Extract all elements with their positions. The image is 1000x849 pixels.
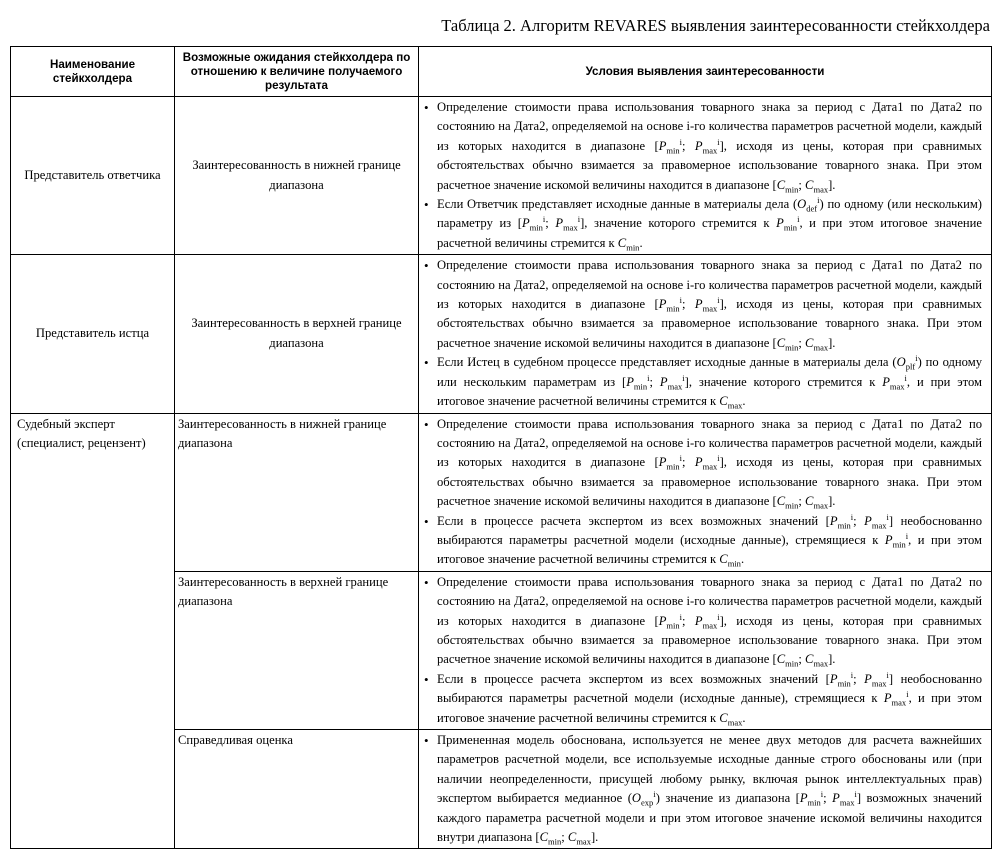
conditions-cell bbox=[419, 571, 992, 729]
header-stakeholder: Наименование стейкхолдера bbox=[11, 47, 175, 97]
condition-item: • Определение стоимости права использования товарного знака за период с Дата1 по Дата2 по состоянию на Дата2, определяемой на основе i-го количества параметров расчетной модели, каждый из которых находится в диапазоне [$P_{min}^i$; $P_{max}^i$], исходя из цены, которая при сравнимых обстоятельствах обычно взимается за правомерное использование товарного знака. При этом расчетное значение искомой величины находится в диапазоне [$C_{min}$; $C_{max}$]. bbox=[422, 415, 982, 512]
conditions-cell bbox=[419, 413, 992, 571]
expectation-cell: Заинтересованность в верхней границе диапазона bbox=[175, 571, 419, 729]
table-row bbox=[11, 413, 992, 571]
stakeholder-cell: Представитель истца bbox=[11, 255, 175, 413]
condition-item: • Определение стоимости права использования товарного знака за период с Дата1 по Дата2 по состоянию на Дата2, определяемой на основе i-го количества параметров расчетной модели, каждый из которых находится в диапазоне [$P_{min}^i$; $P_{max}^i$], исходя из цены, которая при сравнимых обстоятельствах обычно взимается за правомерное использование товарного знака. При этом расчетное значение искомой величины находится в диапазоне [$C_{min}$; $C_{max}$]. bbox=[422, 98, 982, 195]
condition-item: • Определение стоимости права использования товарного знака за период с Дата1 по Дата2 по состоянию на Дата2, определяемой на основе i-го количества параметров расчетной модели, каждый из которых находится в диапазоне [$P_{min}^i$; $P_{max}^i$], исходя из цены, которая при сравнимых обстоятельствах обычно взимается за правомерное использование товарного знака. При этом расчетное значение искомой величины находится в диапазоне [$C_{min}$; $C_{max}$]. bbox=[422, 573, 982, 670]
header-conditions: Условия выявления заинтересованности bbox=[419, 47, 992, 97]
condition-item: • Если Истец в судебном процессе представляет исходные данные в материалы дела $(O_{plf}^i)$ по одному или нескольким параметрам из [$P_{min}^i$; $P_{max}^i$], значение которого стремится к $P_{max}^i$, и при этом итоговое значение расчетной величины стремится к $C_{max}$. bbox=[422, 353, 982, 411]
stakeholder-table bbox=[10, 46, 992, 849]
table-row bbox=[11, 97, 992, 255]
header-expectation: Возможные ожидания стейкхолдера по отношению к величине получаемого результата bbox=[175, 47, 419, 97]
conditions-cell bbox=[419, 97, 992, 255]
conditions-cell bbox=[419, 730, 992, 849]
expectation-cell: Заинтересованность в нижней границе диапазона bbox=[175, 413, 419, 571]
condition-item: • Определение стоимости права использования товарного знака за период с Дата1 по Дата2 по состоянию на Дата2, определяемой на основе i-го количества параметров расчетной модели, каждый из которых находится в диапазоне [$P_{min}^i$; $P_{max}^i$], исходя из цены, которая при сравнимых обстоятельствах обычно взимается за правомерное использование товарного знака. При этом расчетное значение искомой величины находится в диапазоне [$C_{min}$; $C_{max}$]. bbox=[422, 256, 982, 353]
condition-item: • Если в процессе расчета экспертом из всех возможных значений [$P_{min}^i$; $P_{max}^i$] необоснованно выбираются параметры расчетной модели (исходные данные), стремящиеся к $P_{max}^i$, и при этом итоговое значение расчетной величины стремится к $C_{max}$. bbox=[422, 670, 982, 728]
expectation-cell: Заинтересованность в верхней границе диапазона bbox=[175, 255, 419, 413]
header-row bbox=[11, 47, 992, 97]
condition-item: • Если в процессе расчета экспертом из всех возможных значений [$P_{min}^i$; $P_{max}^i$] необоснованно выбираются параметры расчетной модели (исходные данные), стремящиеся к $P_{min}^i$, и при этом итоговое значение расчетной величины стремится к $C_{min}$. bbox=[422, 512, 982, 570]
conditions-cell bbox=[419, 255, 992, 413]
table-row bbox=[11, 255, 992, 413]
stakeholder-cell: Судебный эксперт (специалист, рецензент) bbox=[11, 413, 175, 849]
expectation-cell: Заинтересованность в нижней границе диапазона bbox=[175, 97, 419, 255]
table-caption: Таблица 2. Алгоритм REVARES выявления заинтересованности стейкхолдера bbox=[441, 16, 990, 35]
stakeholder-cell: Представитель ответчика bbox=[11, 97, 175, 255]
condition-item: • Если Ответчик представляет исходные данные в материалы дела $(O_{def}^i)$ по одному (или нескольким) параметру из [$P_{min}^i$; $P_{max}^i$], значение которого стремится к $P_{min}^i$, и при этом итоговое значение расчетной величины стремится к $C_{min}$. bbox=[422, 195, 982, 253]
expectation-cell: Справедливая оценка bbox=[175, 730, 419, 849]
condition-item: • Примененная модель обоснована, используется не менее двух методов для расчета важнейших параметров расчетной модели, все используемые исходные данные строго обоснованы или (при наличии неопределенности, присущей любому рынку, включая рынок интеллектуальных прав) экспертом выбирается медианное $(O_{exp}^i)$ значение из диапазона [$P_{min}^i$; $P_{max}^i$] возможных значений каждого параметра расчетной модели и при этом итоговое значение искомой величины находится внутри диапазона [$C_{min}$; $C_{max}$]. bbox=[422, 731, 982, 847]
